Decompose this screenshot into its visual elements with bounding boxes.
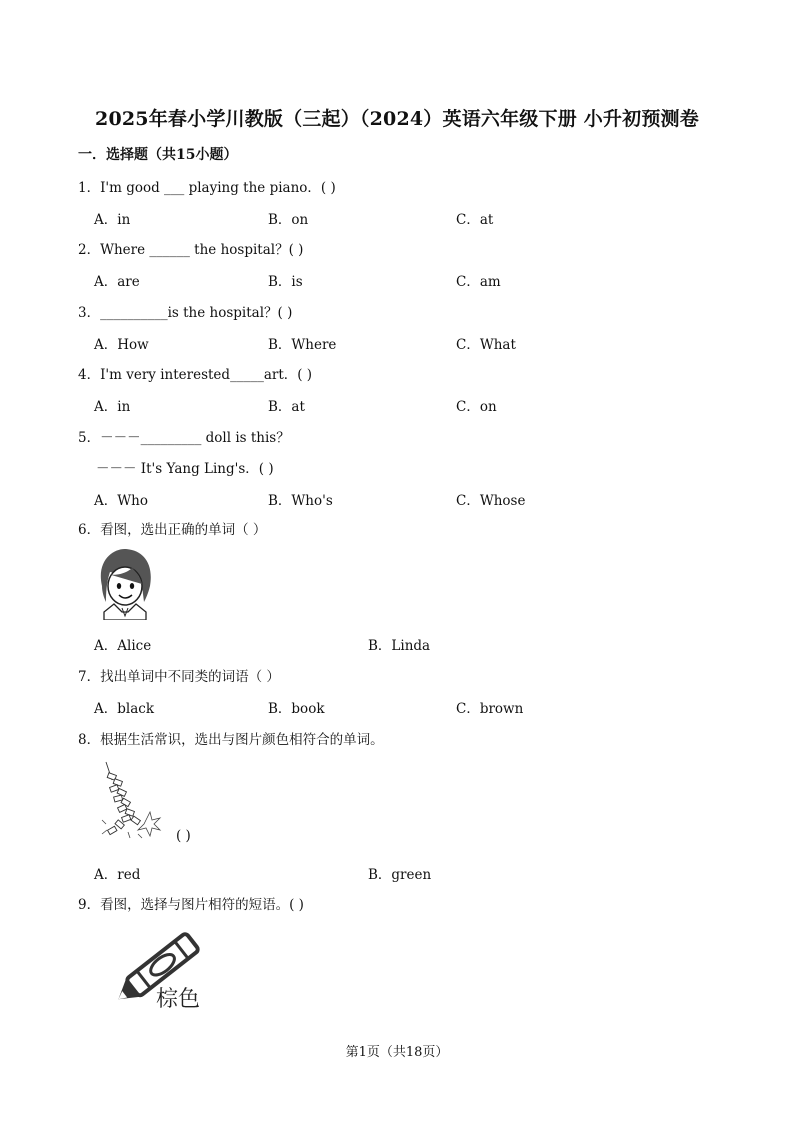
crayon-image [104, 922, 216, 1014]
question-4-stem: 4．I'm very interested_____art．( ) [78, 367, 313, 383]
q7-option-c[interactable]: C．brown [456, 701, 524, 717]
girl-face-image [92, 546, 156, 624]
q5-option-c[interactable]: C．Whose [456, 493, 526, 509]
q1-option-c[interactable]: C．at [456, 212, 494, 228]
q2-option-a[interactable]: A．are [94, 274, 140, 290]
question-5-line2: －－－ It's Yang Ling's．( ) [96, 461, 274, 477]
q8-option-b[interactable]: B．green [368, 867, 432, 883]
question-5-stem: 5．－－－_________ doll is this？ [78, 430, 290, 446]
question-3-stem: 3．__________is the hospital？( ) [78, 305, 293, 321]
section-heading: 一．选择题（共15小题） [78, 147, 238, 163]
firecracker-image [98, 760, 168, 846]
question-2-stem: 2．Where ______ the hospital？( ) [78, 242, 304, 258]
q3-option-c[interactable]: C．What [456, 337, 516, 353]
q2-option-c[interactable]: C．am [456, 274, 501, 290]
question-8-stem: 8．根据生活常识，选出与图片颜色相符合的单词。 [78, 732, 384, 748]
q5-option-a[interactable]: A．Who [94, 493, 148, 509]
question-6-stem: 6．看图，选出正确的单词（ ） [78, 522, 267, 538]
q4-option-b[interactable]: B．at [268, 399, 305, 415]
q7-option-b[interactable]: B．book [268, 701, 325, 717]
q5-option-b[interactable]: B．Who's [268, 493, 333, 509]
q4-option-a[interactable]: A．in [94, 399, 131, 415]
q7-option-a[interactable]: A．black [94, 701, 154, 717]
crayon-label: 棕色 [156, 987, 201, 1012]
q6-option-b[interactable]: B．Linda [368, 638, 431, 654]
page-footer: 第1页（共18页） [345, 1045, 449, 1060]
q2-option-b[interactable]: B．is [268, 274, 303, 290]
q1-option-a[interactable]: A．in [94, 212, 131, 228]
q8-answer-paren: ( ) [176, 828, 191, 844]
question-9-stem: 9．看图，选择与图片相符的短语。( ) [78, 897, 304, 913]
q3-option-b[interactable]: B．Where [268, 337, 337, 353]
page-title: 2025年春小学川教版（三起）（2024）英语六年级下册 小升初预测卷 [95, 108, 699, 130]
q1-option-b[interactable]: B．on [268, 212, 309, 228]
q3-option-a[interactable]: A．How [94, 337, 149, 353]
q6-option-a[interactable]: A．Alice [94, 638, 152, 654]
q4-option-c[interactable]: C．on [456, 399, 497, 415]
question-1-stem: 1．I'm good ___ playing the piano．( ) [78, 180, 336, 196]
q8-option-a[interactable]: A．red [94, 867, 141, 883]
question-7-stem: 7．找出单词中不同类的词语（ ） [78, 669, 280, 685]
